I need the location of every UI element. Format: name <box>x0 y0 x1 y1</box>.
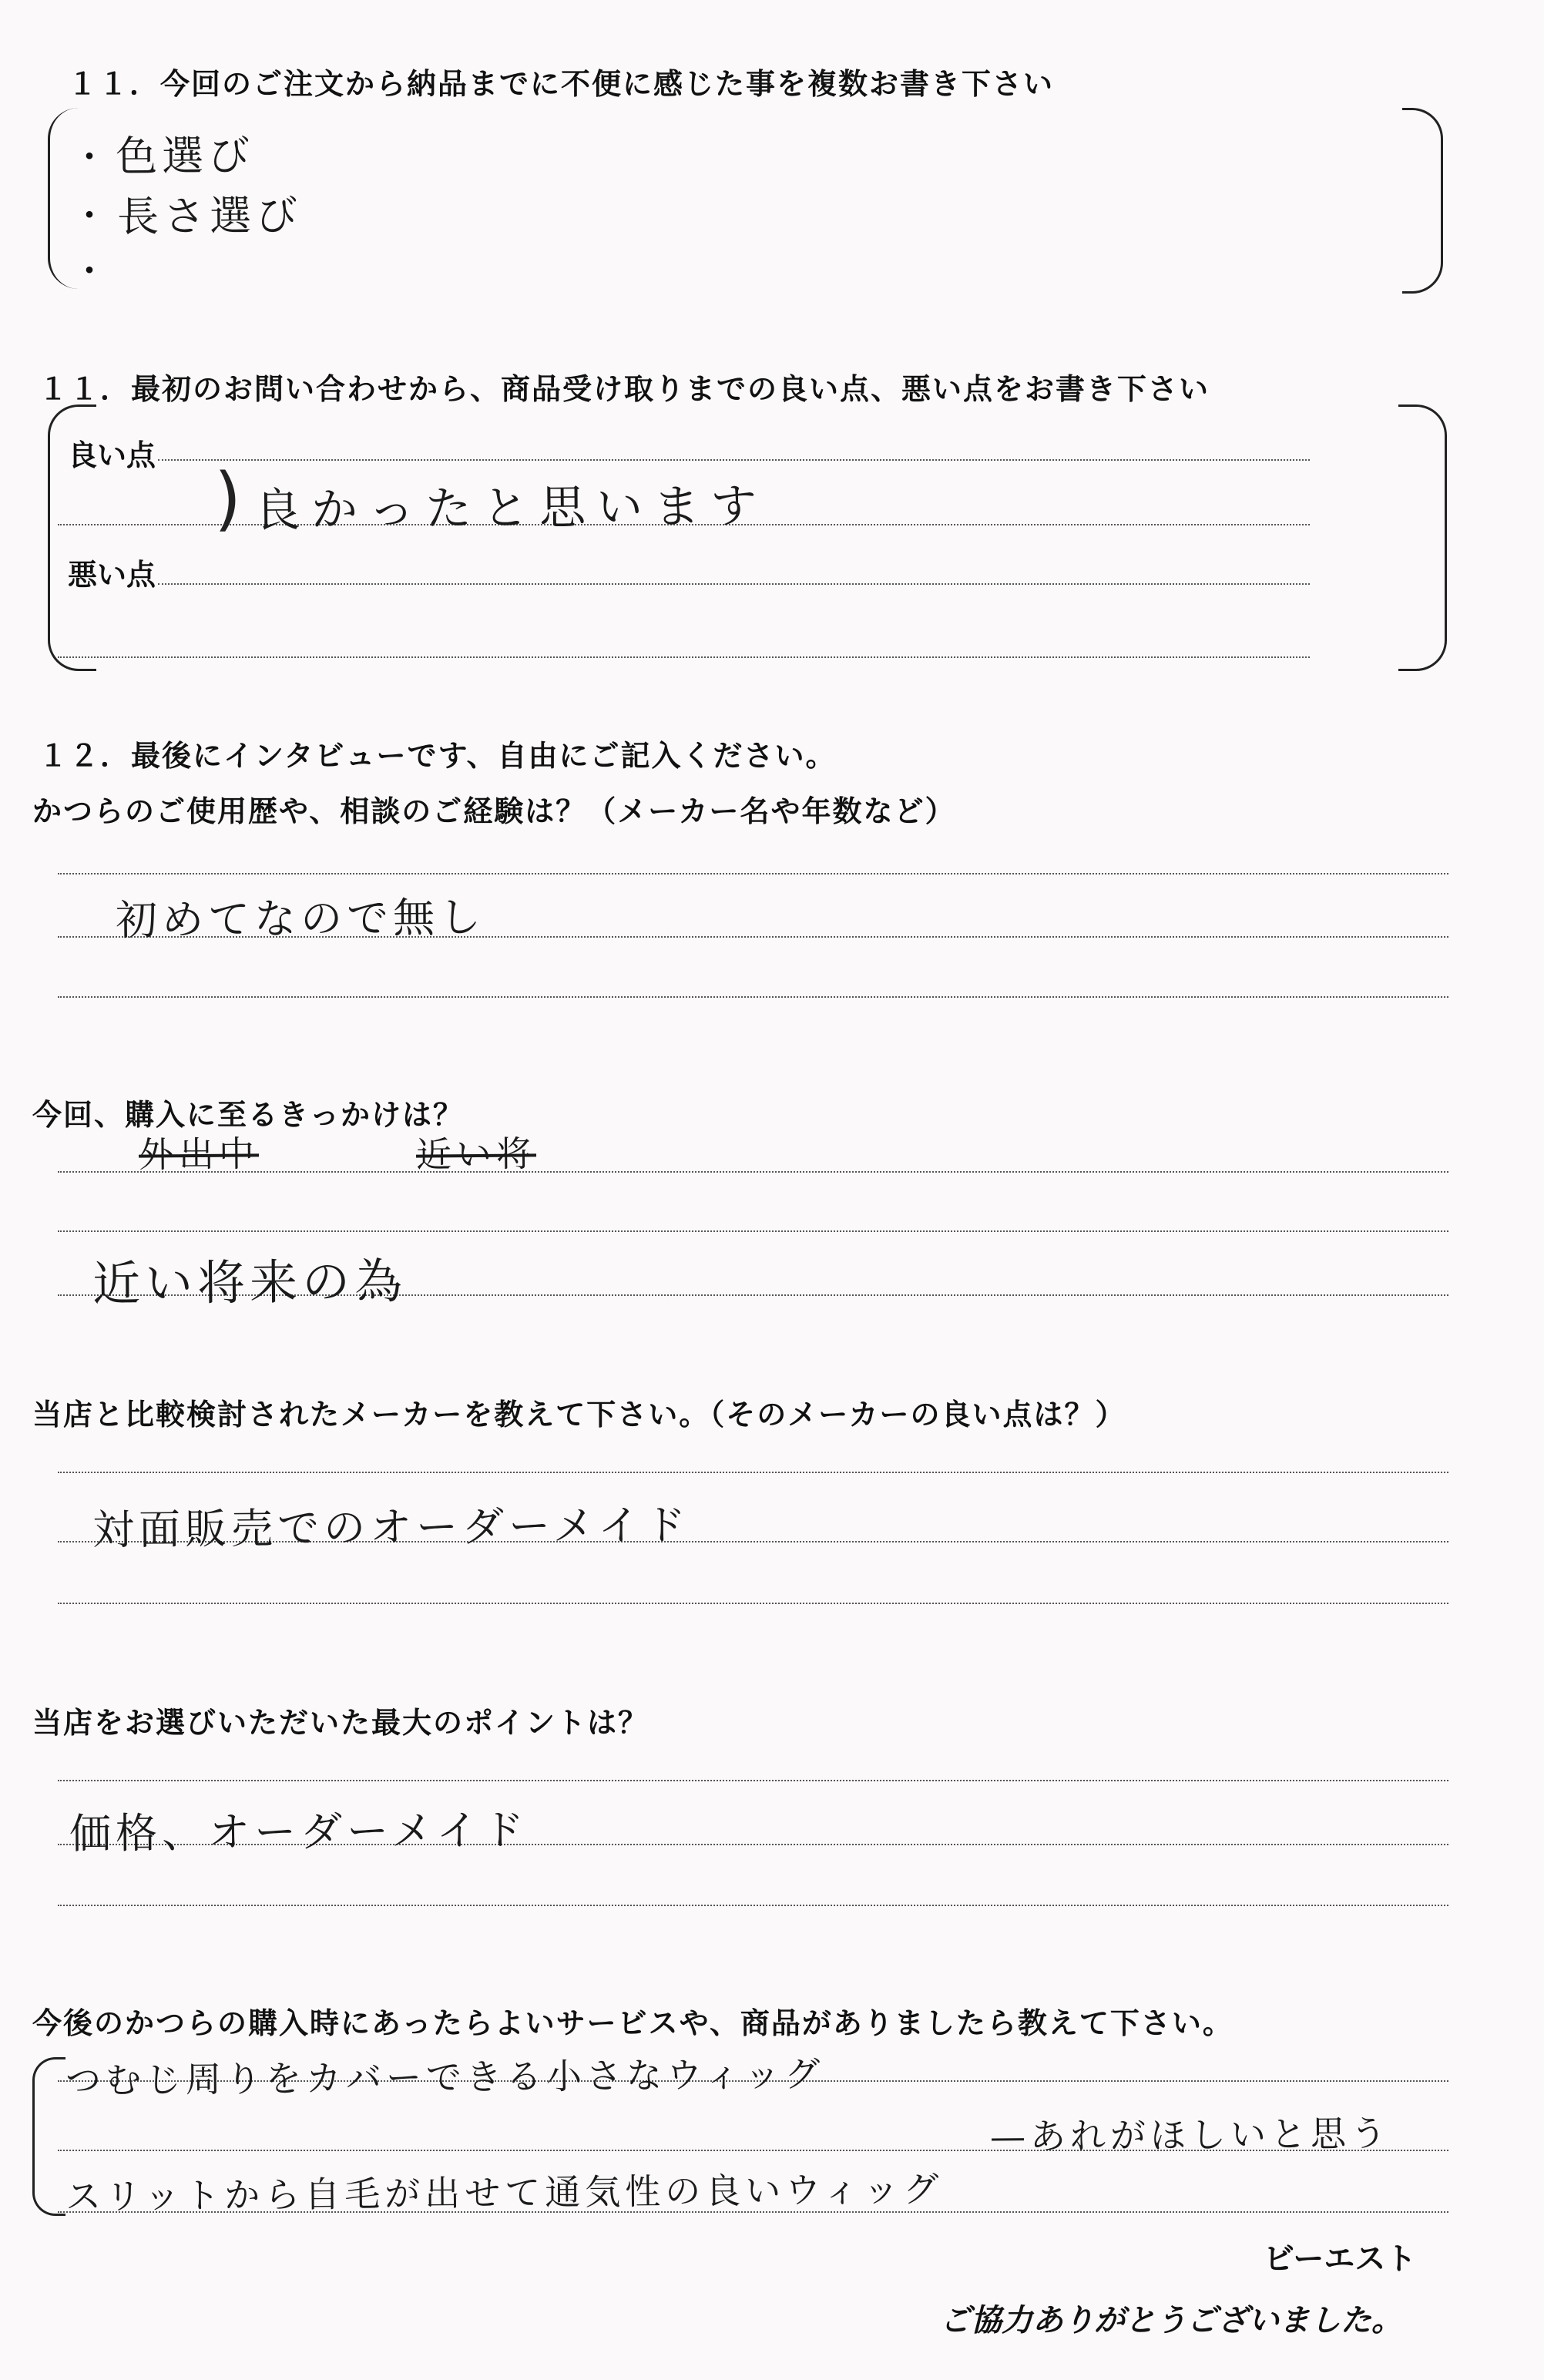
company-name: ビーエスト <box>1264 2241 1417 2277</box>
answer-main-point: 価格、オーダーメイド <box>69 1805 529 1858</box>
line-point-3 <box>58 1905 1448 1906</box>
hand-paren: ) <box>214 458 242 539</box>
crossed-out-text-1: 外出中 <box>138 1133 260 1176</box>
crossed-out-text-2: 近い将 <box>415 1133 537 1176</box>
answer-service-note: —あれがほしいと思う <box>989 2112 1391 2158</box>
future-service-question: 今後のかつらの購入時にあったらよいサービスや、商品がありましたら教えて下さい。 <box>32 2006 1234 2040</box>
good-points-label: 良い点 <box>68 438 156 472</box>
line-usage-3 <box>58 996 1448 998</box>
bracket-right <box>1402 108 1443 294</box>
answer-service-1: つむじ周りをカバーできる小さなウィッグ <box>65 2053 825 2102</box>
line-bad-1 <box>158 583 1310 585</box>
purchase-reason-question: 今回、購入に至るきっかけは？ <box>32 1098 465 1132</box>
bad-points-label: 悪い点 <box>68 558 156 592</box>
line-good-1 <box>158 459 1310 461</box>
question-11-inconvenience: １１．今回のご注文から納品までに不便に感じた事を複数お書き下さい <box>68 67 1055 101</box>
thanks-message: ご協力ありがとうございました。 <box>940 2303 1402 2338</box>
line-usage-1 <box>58 873 1448 874</box>
answer-service-2: スリットから自毛が出せて通気性の良いウィッグ <box>65 2168 944 2217</box>
answer-purchase-reason: 近い将来の為 <box>92 1253 408 1312</box>
line-compare-1 <box>58 1472 1448 1473</box>
line-compare-3 <box>58 1603 1448 1604</box>
answer-good-points: 良かったと思います <box>253 479 768 538</box>
line-point-1 <box>58 1780 1448 1781</box>
service-bracket <box>32 2057 65 2216</box>
main-point-question: 当店をお選びいただいた最大のポイントは？ <box>32 1706 649 1740</box>
bracket-right-2 <box>1398 404 1447 671</box>
question-11-good-bad: １１．最初のお問い合わせから、商品受け取りまでの良い点、悪い点をお書き下さい <box>39 372 1210 406</box>
bullet-1: ・ <box>74 139 105 175</box>
line-reason-2 <box>58 1230 1448 1232</box>
answer-length-choice: 長さ選び <box>116 190 303 242</box>
answer-usage-history: 初めてなので無し <box>115 892 486 945</box>
answer-compare-maker: 対面販売でのオーダーメイド <box>92 1500 691 1555</box>
usage-history-question: かつらのご使用歴や、相談のご経験は？（メーカー名や年数など） <box>32 794 956 828</box>
bullet-3: ・ <box>74 253 105 289</box>
line-bad-2 <box>58 656 1310 658</box>
answer-color-choice: 色選び <box>115 131 255 181</box>
line-reason-1 <box>58 1171 1448 1173</box>
question-12-interview: １２．最後にインタビューです、自由にご記入ください。 <box>39 739 837 773</box>
compare-maker-question: 当店と比較検討されたメーカーを教えて下さい。（そのメーカーの良い点は？） <box>32 1398 1126 1432</box>
bullet-2: ・ <box>74 198 105 233</box>
